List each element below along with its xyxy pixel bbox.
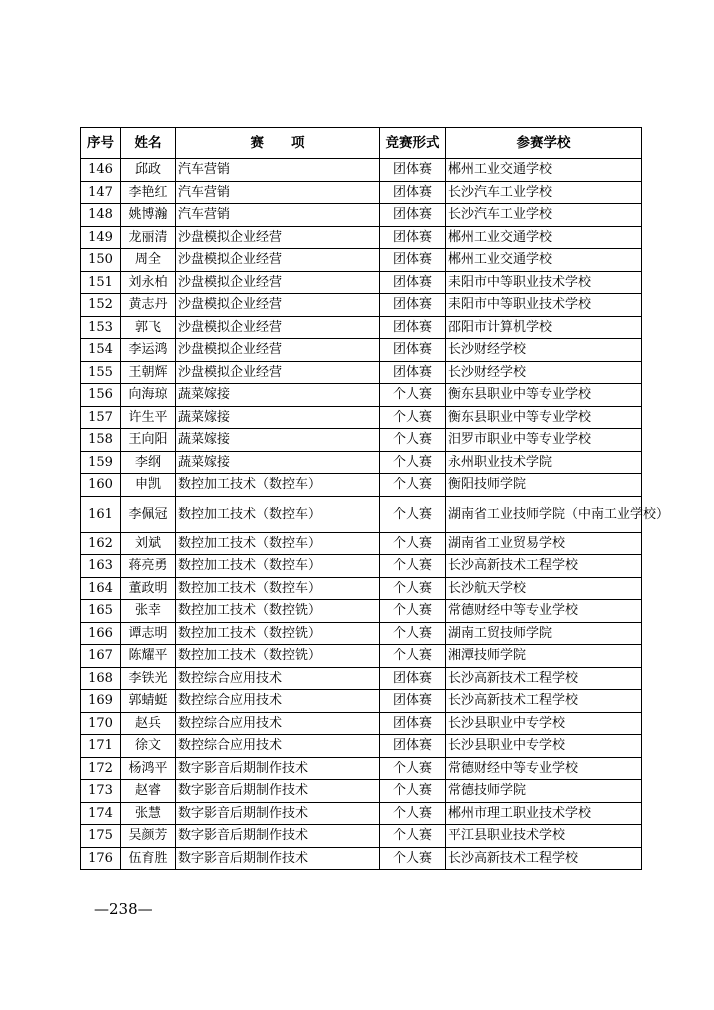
table-row: [81, 825, 642, 848]
cell-event: 数控综合应用技术: [176, 735, 380, 758]
cell-index: 148: [81, 204, 121, 227]
cell-form: 个人赛: [380, 555, 446, 578]
header-event: 赛 项: [176, 128, 380, 159]
table-row: [81, 667, 642, 690]
header-name: 姓名: [121, 128, 176, 159]
cell-school: 湘潭技师学院: [446, 645, 642, 668]
cell-event: 数控加工技术（数控铣）: [176, 600, 380, 623]
cell-school: 郴州工业交通学校: [446, 226, 642, 249]
cell-event: 数控加工技术（数控车）: [176, 577, 380, 600]
cell-event: 数控综合应用技术: [176, 667, 380, 690]
cell-form: 团体赛: [380, 271, 446, 294]
cell-index: 147: [81, 181, 121, 204]
table-row: [81, 555, 642, 578]
cell-school: 常德财经中等专业学校: [446, 757, 642, 780]
cell-index: 149: [81, 226, 121, 249]
table-row: [81, 384, 642, 407]
cell-name: 申凯: [121, 474, 176, 497]
cell-event: 数字影音后期制作技术: [176, 780, 380, 803]
table-row: [81, 802, 642, 825]
cell-school: 长沙高新技术工程学校: [446, 667, 642, 690]
cell-name: 杨鸿平: [121, 757, 176, 780]
cell-index: 175: [81, 825, 121, 848]
cell-name: 龙丽清: [121, 226, 176, 249]
cell-index: 150: [81, 249, 121, 272]
table-row: [81, 451, 642, 474]
cell-name: 张幸: [121, 600, 176, 623]
cell-index: 158: [81, 429, 121, 452]
cell-school: 长沙县职业中专学校: [446, 735, 642, 758]
table-row: [81, 645, 642, 668]
cell-index: 157: [81, 406, 121, 429]
cell-name: 李纲: [121, 451, 176, 474]
cell-form: 个人赛: [380, 825, 446, 848]
cell-school: 长沙高新技术工程学校: [446, 847, 642, 870]
cell-index: 176: [81, 847, 121, 870]
cell-school: 长沙县职业中专学校: [446, 712, 642, 735]
cell-index: 160: [81, 474, 121, 497]
cell-name: 许生平: [121, 406, 176, 429]
cell-school: 长沙高新技术工程学校: [446, 690, 642, 713]
cell-event: 数字影音后期制作技术: [176, 847, 380, 870]
cell-form: 团体赛: [380, 181, 446, 204]
cell-school: 衡阳技师学院: [446, 474, 642, 497]
cell-index: 163: [81, 555, 121, 578]
table-body: [81, 159, 670, 870]
cell-name: 郭飞: [121, 316, 176, 339]
page-number: —238—: [94, 900, 153, 918]
cell-form: 个人赛: [380, 622, 446, 645]
cell-event: 沙盘模拟企业经营: [176, 339, 380, 362]
cell-index: 166: [81, 622, 121, 645]
table-row: [81, 294, 642, 317]
cell-form: 个人赛: [380, 645, 446, 668]
table-row: [81, 271, 642, 294]
cell-event: 沙盘模拟企业经营: [176, 271, 380, 294]
cell-school: 郴州市理工职业技术学校: [446, 802, 642, 825]
cell-school: 长沙财经学校: [446, 361, 642, 384]
cell-name: 徐文: [121, 735, 176, 758]
cell-index: 173: [81, 780, 121, 803]
cell-event: 数字影音后期制作技术: [176, 825, 380, 848]
cell-name: 周全: [121, 249, 176, 272]
cell-school: 衡东县职业中等专业学校: [446, 406, 642, 429]
cell-name: 郭蜻蜓: [121, 690, 176, 713]
table-header-row: [81, 128, 642, 159]
cell-name: 刘永柏: [121, 271, 176, 294]
cell-school: 郴州工业交通学校: [446, 249, 642, 272]
cell-form: 个人赛: [380, 474, 446, 497]
cell-index: 155: [81, 361, 121, 384]
cell-name: 吴颜芳: [121, 825, 176, 848]
cell-name: 王朝辉: [121, 361, 176, 384]
cell-event: 蔬菜嫁接: [176, 429, 380, 452]
cell-event: 数控加工技术（数控车）: [176, 474, 380, 497]
cell-name: 张慧: [121, 802, 176, 825]
cell-event: 沙盘模拟企业经营: [176, 316, 380, 339]
cell-event: 数控综合应用技术: [176, 690, 380, 713]
cell-index: 161: [81, 496, 121, 532]
table-row: [81, 532, 642, 555]
cell-event: 沙盘模拟企业经营: [176, 249, 380, 272]
table-row: [81, 757, 642, 780]
cell-school: 长沙航天学校: [446, 577, 642, 600]
cell-school: 湖南工贸技师学院: [446, 622, 642, 645]
cell-name: 王向阳: [121, 429, 176, 452]
cell-name: 赵兵: [121, 712, 176, 735]
table-row: [81, 339, 642, 362]
cell-name: 李铁光: [121, 667, 176, 690]
cell-form: 个人赛: [380, 802, 446, 825]
cell-name: 向海琼: [121, 384, 176, 407]
cell-index: 151: [81, 271, 121, 294]
table-row: [81, 600, 642, 623]
cell-form: 个人赛: [380, 577, 446, 600]
cell-index: 152: [81, 294, 121, 317]
cell-index: 156: [81, 384, 121, 407]
cell-index: 154: [81, 339, 121, 362]
cell-school: 衡东县职业中等专业学校: [446, 384, 642, 407]
cell-form: 团体赛: [380, 667, 446, 690]
cell-index: 167: [81, 645, 121, 668]
cell-school: 常德技师学院: [446, 780, 642, 803]
cell-index: 168: [81, 667, 121, 690]
cell-form: 个人赛: [380, 496, 446, 532]
cell-event: 数控加工技术（数控车）: [176, 496, 380, 532]
participants-table: [80, 127, 670, 870]
cell-index: 162: [81, 532, 121, 555]
cell-index: 172: [81, 757, 121, 780]
cell-index: 165: [81, 600, 121, 623]
cell-form: 团体赛: [380, 339, 446, 362]
cell-name: 李运鸿: [121, 339, 176, 362]
cell-form: 个人赛: [380, 757, 446, 780]
cell-form: 团体赛: [380, 249, 446, 272]
cell-name: 赵睿: [121, 780, 176, 803]
cell-event: 沙盘模拟企业经营: [176, 226, 380, 249]
table-row: [81, 712, 642, 735]
cell-event: 数控加工技术（数控车）: [176, 555, 380, 578]
cell-event: 汽车营销: [176, 181, 380, 204]
cell-school: 常德财经中等专业学校: [446, 600, 642, 623]
cell-form: 团体赛: [380, 159, 446, 182]
cell-school: 耒阳市中等职业技术学校: [446, 271, 642, 294]
header-index: 序号: [81, 128, 121, 159]
cell-form: 个人赛: [380, 429, 446, 452]
cell-event: 汽车营销: [176, 159, 380, 182]
cell-school: 湖南省工业贸易学校: [446, 532, 642, 555]
table-row: [81, 226, 642, 249]
cell-event: 数控综合应用技术: [176, 712, 380, 735]
cell-name: 伍育胜: [121, 847, 176, 870]
cell-event: 沙盘模拟企业经营: [176, 294, 380, 317]
cell-index: 169: [81, 690, 121, 713]
cell-form: 个人赛: [380, 600, 446, 623]
cell-event: 蔬菜嫁接: [176, 384, 380, 407]
cell-school: 耒阳市中等职业技术学校: [446, 294, 642, 317]
cell-school: 长沙财经学校: [446, 339, 642, 362]
cell-event: 数控加工技术（数控铣）: [176, 622, 380, 645]
cell-form: 个人赛: [380, 384, 446, 407]
cell-form: 个人赛: [380, 847, 446, 870]
cell-index: 174: [81, 802, 121, 825]
cell-form: 个人赛: [380, 406, 446, 429]
cell-name: 谭志明: [121, 622, 176, 645]
cell-event: 蔬菜嫁接: [176, 406, 380, 429]
cell-name: 刘斌: [121, 532, 176, 555]
cell-name: 邱政: [121, 159, 176, 182]
cell-event: 沙盘模拟企业经营: [176, 361, 380, 384]
cell-form: 团体赛: [380, 316, 446, 339]
cell-index: 164: [81, 577, 121, 600]
cell-school: 永州职业技术学院: [446, 451, 642, 474]
table-row: [81, 847, 642, 870]
header-form: 竞赛形式: [380, 128, 446, 159]
table-row: [81, 735, 642, 758]
cell-form: 团体赛: [380, 294, 446, 317]
cell-event: 数控加工技术（数控铣）: [176, 645, 380, 668]
table-row: [81, 496, 642, 532]
cell-index: 153: [81, 316, 121, 339]
cell-index: 171: [81, 735, 121, 758]
cell-school: 长沙汽车工业学校: [446, 181, 642, 204]
cell-form: 团体赛: [380, 226, 446, 249]
cell-form: 个人赛: [380, 451, 446, 474]
table-row: [81, 249, 642, 272]
cell-name: 陈耀平: [121, 645, 176, 668]
table-row: [81, 690, 642, 713]
table-row: [81, 316, 642, 339]
header-school: 参赛学校: [446, 128, 642, 159]
cell-school: 长沙汽车工业学校: [446, 204, 642, 227]
cell-form: 团体赛: [380, 204, 446, 227]
table-row: [81, 204, 642, 227]
table-row: [81, 361, 642, 384]
table-row: [81, 622, 642, 645]
table-row: [81, 159, 642, 182]
cell-event: 数字影音后期制作技术: [176, 802, 380, 825]
cell-school: 郴州工业交通学校: [446, 159, 642, 182]
cell-school: 汨罗市职业中等专业学校: [446, 429, 642, 452]
cell-event: 数字影音后期制作技术: [176, 757, 380, 780]
cell-name: 董政明: [121, 577, 176, 600]
cell-event: 数控加工技术（数控车）: [176, 532, 380, 555]
cell-school: 长沙高新技术工程学校: [446, 555, 642, 578]
cell-event: 蔬菜嫁接: [176, 451, 380, 474]
cell-name: 李艳红: [121, 181, 176, 204]
cell-form: 个人赛: [380, 532, 446, 555]
table-row: [81, 474, 642, 497]
cell-form: 团体赛: [380, 361, 446, 384]
cell-name: 蒋亮勇: [121, 555, 176, 578]
cell-index: 159: [81, 451, 121, 474]
cell-school: 平江县职业技术学校: [446, 825, 642, 848]
cell-name: 李佩冠: [121, 496, 176, 532]
cell-index: 146: [81, 159, 121, 182]
cell-name: 黄志丹: [121, 294, 176, 317]
cell-index: 170: [81, 712, 121, 735]
table-row: [81, 429, 642, 452]
table-row: [81, 406, 642, 429]
cell-form: 个人赛: [380, 780, 446, 803]
cell-school: 邵阳市计算机学校: [446, 316, 642, 339]
cell-form: 团体赛: [380, 712, 446, 735]
cell-form: 团体赛: [380, 690, 446, 713]
cell-name: 姚博瀚: [121, 204, 176, 227]
cell-school: 湖南省工业技师学院（中南工业学校）: [446, 496, 642, 532]
cell-event: 汽车营销: [176, 204, 380, 227]
table-row: [81, 181, 642, 204]
cell-form: 团体赛: [380, 735, 446, 758]
table-row: [81, 577, 642, 600]
table-row: [81, 780, 642, 803]
